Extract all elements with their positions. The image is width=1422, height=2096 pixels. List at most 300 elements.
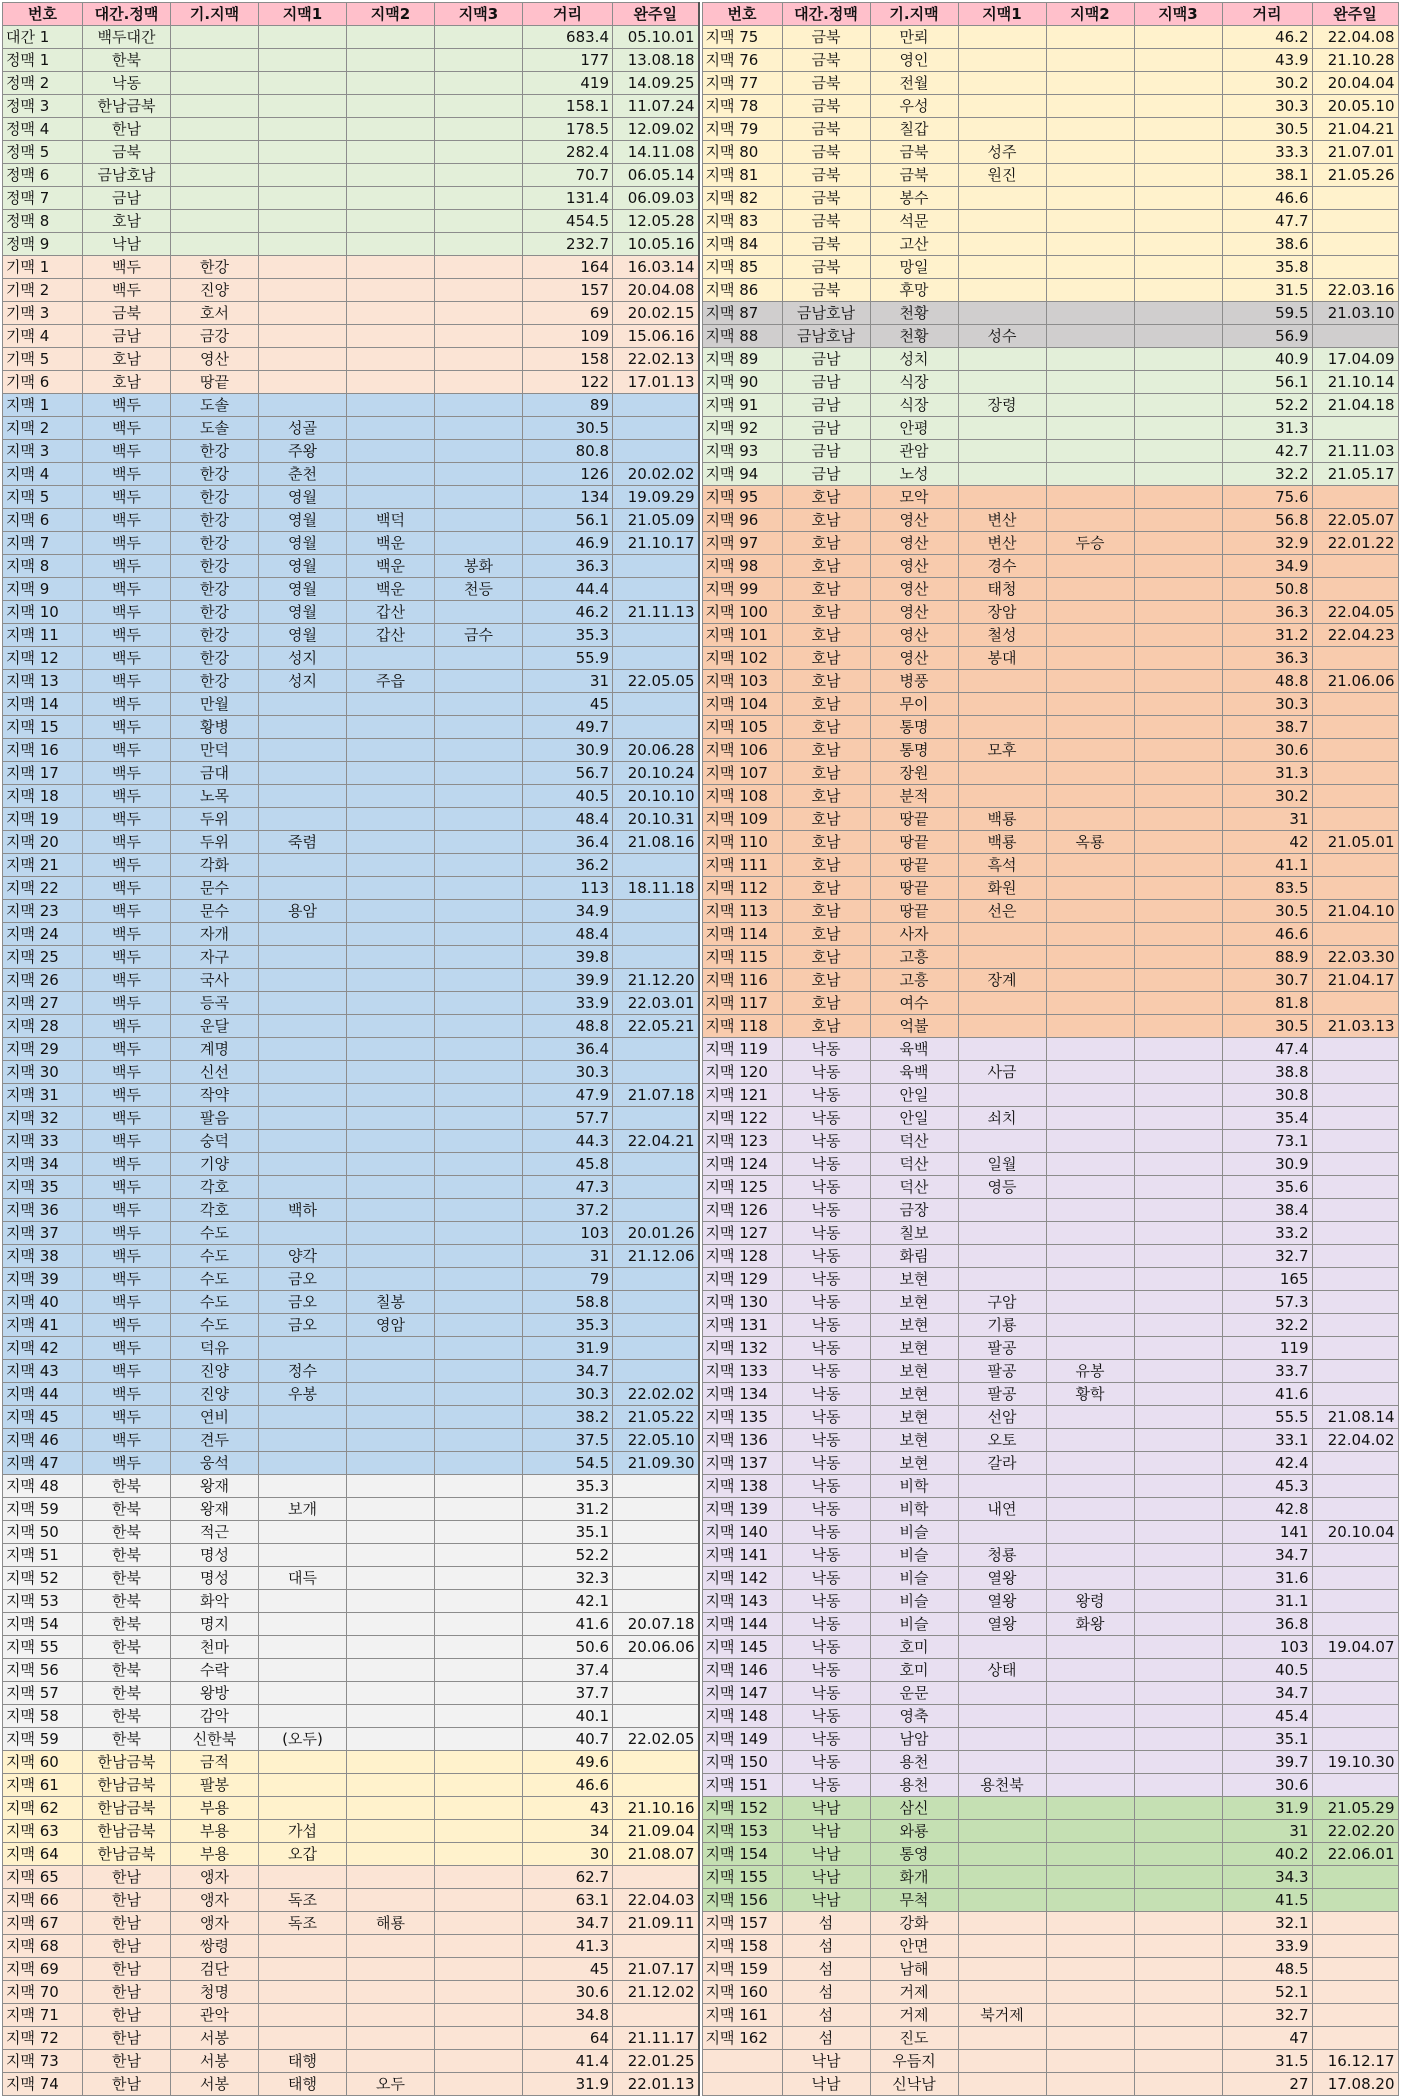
cell-completed[interactable]	[1312, 1199, 1398, 1222]
cell-branch[interactable]: 서봉	[171, 2050, 259, 2073]
cell-number[interactable]: 지맥 159	[702, 1958, 782, 1981]
cell-sub3[interactable]	[1134, 716, 1222, 739]
cell-range[interactable]: 백두	[83, 739, 171, 762]
cell-completed[interactable]	[1312, 256, 1398, 279]
cell-number[interactable]: 지맥 21	[3, 854, 83, 877]
cell-sub2[interactable]	[347, 440, 435, 463]
cell-sub1[interactable]	[259, 1613, 347, 1636]
cell-distance[interactable]: 31.5	[1222, 279, 1312, 302]
cell-distance[interactable]: 48.8	[523, 1015, 613, 1038]
cell-sub2[interactable]	[1046, 1751, 1134, 1774]
cell-sub3[interactable]	[435, 601, 523, 624]
cell-sub2[interactable]	[1046, 854, 1134, 877]
cell-range[interactable]: 낙동	[782, 1429, 870, 1452]
cell-range[interactable]: 금북	[782, 72, 870, 95]
cell-sub2[interactable]	[347, 1084, 435, 1107]
cell-branch[interactable]: 강화	[870, 1912, 958, 1935]
cell-sub3[interactable]	[435, 1475, 523, 1498]
cell-number[interactable]: 지맥 10	[3, 601, 83, 624]
cell-sub1[interactable]: 상태	[958, 1659, 1046, 1682]
cell-sub2[interactable]	[1046, 808, 1134, 831]
cell-branch[interactable]: 등곡	[171, 992, 259, 1015]
cell-completed[interactable]: 22.04.05	[1312, 601, 1398, 624]
cell-completed[interactable]: 21.07.18	[613, 1084, 699, 1107]
cell-completed[interactable]: 21.11.13	[613, 601, 699, 624]
cell-sub1[interactable]: 성수	[958, 325, 1046, 348]
cell-branch[interactable]: 후망	[870, 279, 958, 302]
cell-sub2[interactable]: 왕령	[1046, 1590, 1134, 1613]
cell-sub1[interactable]	[958, 118, 1046, 141]
cell-range[interactable]: 백두	[83, 1383, 171, 1406]
cell-sub1[interactable]	[958, 1222, 1046, 1245]
cell-completed[interactable]	[613, 1935, 699, 1958]
cell-number[interactable]: 지맥 146	[702, 1659, 782, 1682]
cell-sub2[interactable]: 두승	[1046, 532, 1134, 555]
cell-branch[interactable]: 보현	[870, 1291, 958, 1314]
cell-sub2[interactable]	[347, 1498, 435, 1521]
cell-number[interactable]: 지맥 132	[702, 1337, 782, 1360]
cell-sub3[interactable]	[1134, 1889, 1222, 1912]
cell-range[interactable]: 백두	[83, 1337, 171, 1360]
cell-distance[interactable]: 54.5	[523, 1452, 613, 1475]
cell-distance[interactable]: 30	[523, 1843, 613, 1866]
cell-number[interactable]: 정맥 5	[3, 141, 83, 164]
cell-sub3[interactable]	[435, 992, 523, 1015]
cell-number[interactable]: 지맥 5	[3, 486, 83, 509]
cell-number[interactable]: 지맥 4	[3, 463, 83, 486]
cell-number[interactable]: 지맥 40	[3, 1291, 83, 1314]
cell-distance[interactable]: 52.2	[523, 1544, 613, 1567]
cell-number[interactable]: 지맥 111	[702, 854, 782, 877]
cell-sub3[interactable]	[435, 693, 523, 716]
cell-sub3[interactable]	[435, 348, 523, 371]
cell-branch[interactable]: 진양	[171, 1383, 259, 1406]
cell-number[interactable]: 지맥 73	[3, 2050, 83, 2073]
cell-number[interactable]: 지맥 57	[3, 1682, 83, 1705]
cell-completed[interactable]: 20.04.08	[613, 279, 699, 302]
cell-sub2[interactable]	[1046, 302, 1134, 325]
cell-range[interactable]: 백두	[83, 1245, 171, 1268]
cell-branch[interactable]: 자구	[171, 946, 259, 969]
cell-number[interactable]: 지맥 56	[3, 1659, 83, 1682]
cell-range[interactable]: 백두	[83, 1107, 171, 1130]
cell-sub3[interactable]	[1134, 440, 1222, 463]
cell-branch[interactable]: 호미	[870, 1636, 958, 1659]
cell-range[interactable]: 낙동	[782, 1337, 870, 1360]
cell-sub1[interactable]: 정수	[259, 1360, 347, 1383]
cell-range[interactable]: 섬	[782, 1912, 870, 1935]
cell-sub2[interactable]	[347, 1751, 435, 1774]
cell-sub1[interactable]	[958, 95, 1046, 118]
cell-sub2[interactable]: 영암	[347, 1314, 435, 1337]
cell-range[interactable]: 호남	[782, 739, 870, 762]
cell-completed[interactable]	[1312, 2004, 1398, 2027]
cell-branch[interactable]: 검단	[171, 1958, 259, 1981]
cell-completed[interactable]: 22.05.21	[613, 1015, 699, 1038]
cell-distance[interactable]: 31	[523, 670, 613, 693]
cell-range[interactable]: 호남	[782, 992, 870, 1015]
cell-range[interactable]: 금남	[83, 325, 171, 348]
cell-sub3[interactable]	[435, 1682, 523, 1705]
cell-range[interactable]: 한북	[83, 1728, 171, 1751]
cell-range[interactable]: 낙남	[782, 1889, 870, 1912]
cell-branch[interactable]: 수도	[171, 1291, 259, 1314]
cell-sub3[interactable]	[1134, 624, 1222, 647]
cell-distance[interactable]: 35.3	[523, 1475, 613, 1498]
cell-range[interactable]: 낙동	[782, 1567, 870, 1590]
cell-sub2[interactable]	[347, 1613, 435, 1636]
cell-completed[interactable]: 21.12.20	[613, 969, 699, 992]
cell-range[interactable]: 백두	[83, 256, 171, 279]
cell-sub3[interactable]	[435, 2073, 523, 2096]
cell-branch[interactable]: 비슬	[870, 1613, 958, 1636]
cell-sub1[interactable]	[259, 923, 347, 946]
cell-sub3[interactable]	[1134, 1038, 1222, 1061]
cell-number[interactable]: 지맥 131	[702, 1314, 782, 1337]
cell-sub3[interactable]	[435, 1429, 523, 1452]
cell-number[interactable]: 정맥 9	[3, 233, 83, 256]
cell-sub1[interactable]	[259, 1705, 347, 1728]
cell-sub1[interactable]	[958, 210, 1046, 233]
cell-completed[interactable]: 16.12.17	[1312, 2050, 1398, 2073]
header-sub3[interactable]: 지맥3	[435, 3, 523, 26]
cell-branch[interactable]: 땅끝	[171, 371, 259, 394]
cell-sub2[interactable]	[347, 992, 435, 1015]
cell-completed[interactable]	[1312, 762, 1398, 785]
cell-completed[interactable]	[613, 647, 699, 670]
cell-distance[interactable]: 42.1	[523, 1590, 613, 1613]
cell-distance[interactable]: 45	[523, 693, 613, 716]
cell-sub3[interactable]	[1134, 1935, 1222, 1958]
header-sub1[interactable]: 지맥1	[958, 3, 1046, 26]
cell-number[interactable]: 지맥 139	[702, 1498, 782, 1521]
cell-number[interactable]: 지맥 98	[702, 555, 782, 578]
cell-completed[interactable]: 10.05.16	[613, 233, 699, 256]
cell-number[interactable]: 지맥 58	[3, 1705, 83, 1728]
cell-branch[interactable]: 금장	[870, 1199, 958, 1222]
cell-sub1[interactable]	[958, 1889, 1046, 1912]
cell-completed[interactable]	[613, 1498, 699, 1521]
cell-sub2[interactable]	[347, 486, 435, 509]
cell-range[interactable]: 금북	[782, 26, 870, 49]
cell-sub2[interactable]	[1046, 1728, 1134, 1751]
cell-distance[interactable]: 32.7	[1222, 2004, 1312, 2027]
cell-sub3[interactable]	[1134, 1061, 1222, 1084]
cell-number[interactable]	[702, 2050, 782, 2073]
cell-sub2[interactable]	[347, 2027, 435, 2050]
cell-sub2[interactable]	[347, 1337, 435, 1360]
cell-number[interactable]: 지맥 116	[702, 969, 782, 992]
cell-range[interactable]: 낙동	[782, 1475, 870, 1498]
cell-sub2[interactable]	[347, 72, 435, 95]
cell-completed[interactable]: 21.05.09	[613, 509, 699, 532]
cell-branch[interactable]: 우성	[870, 95, 958, 118]
cell-sub1[interactable]: 북거제	[958, 2004, 1046, 2027]
cell-number[interactable]: 지맥 75	[702, 26, 782, 49]
cell-sub1[interactable]	[958, 371, 1046, 394]
cell-number[interactable]: 지맥 91	[702, 394, 782, 417]
cell-distance[interactable]: 56.1	[1222, 371, 1312, 394]
cell-number[interactable]: 지맥 115	[702, 946, 782, 969]
cell-range[interactable]: 호남	[782, 946, 870, 969]
cell-completed[interactable]: 21.12.02	[613, 1981, 699, 2004]
cell-number[interactable]: 지맥 149	[702, 1728, 782, 1751]
cell-number[interactable]: 지맥 158	[702, 1935, 782, 1958]
cell-sub3[interactable]	[1134, 1084, 1222, 1107]
cell-sub3[interactable]	[435, 1912, 523, 1935]
cell-number[interactable]: 기맥 2	[3, 279, 83, 302]
cell-sub3[interactable]	[435, 1797, 523, 1820]
cell-branch[interactable]: 화림	[870, 1245, 958, 1268]
cell-sub1[interactable]	[259, 302, 347, 325]
cell-sub3[interactable]	[1134, 164, 1222, 187]
cell-sub1[interactable]	[259, 1797, 347, 1820]
cell-sub3[interactable]	[435, 1981, 523, 2004]
cell-sub1[interactable]: 영월	[259, 555, 347, 578]
cell-sub1[interactable]	[958, 1843, 1046, 1866]
cell-range[interactable]: 섬	[782, 1958, 870, 1981]
cell-branch[interactable]: 쌍령	[171, 1935, 259, 1958]
cell-branch[interactable]: 명지	[171, 1613, 259, 1636]
cell-number[interactable]: 지맥 142	[702, 1567, 782, 1590]
cell-sub2[interactable]	[1046, 1889, 1134, 1912]
cell-number[interactable]: 지맥 70	[3, 1981, 83, 2004]
cell-sub3[interactable]	[435, 118, 523, 141]
cell-branch[interactable]: 안일	[870, 1107, 958, 1130]
cell-number[interactable]: 지맥 125	[702, 1176, 782, 1199]
cell-range[interactable]: 백두	[83, 624, 171, 647]
cell-branch[interactable]: 왕재	[171, 1498, 259, 1521]
cell-sub1[interactable]: 기룡	[958, 1314, 1046, 1337]
cell-number[interactable]: 지맥 2	[3, 417, 83, 440]
cell-sub2[interactable]	[1046, 900, 1134, 923]
cell-number[interactable]: 지맥 19	[3, 808, 83, 831]
cell-range[interactable]: 낙동	[782, 1360, 870, 1383]
cell-completed[interactable]: 21.03.10	[1312, 302, 1398, 325]
cell-sub2[interactable]	[1046, 1912, 1134, 1935]
cell-distance[interactable]: 40.9	[1222, 348, 1312, 371]
cell-branch[interactable]: 천황	[870, 325, 958, 348]
cell-number[interactable]: 지맥 65	[3, 1866, 83, 1889]
cell-distance[interactable]: 45	[523, 1958, 613, 1981]
cell-completed[interactable]: 22.02.20	[1312, 1820, 1398, 1843]
cell-completed[interactable]	[1312, 716, 1398, 739]
cell-number[interactable]: 지맥 54	[3, 1613, 83, 1636]
cell-range[interactable]: 금북	[782, 256, 870, 279]
cell-branch[interactable]: 영산	[870, 532, 958, 555]
cell-sub3[interactable]	[435, 210, 523, 233]
cell-sub2[interactable]	[1046, 1199, 1134, 1222]
cell-number[interactable]: 지맥 43	[3, 1360, 83, 1383]
cell-completed[interactable]: 21.09.11	[613, 1912, 699, 1935]
cell-completed[interactable]	[1312, 1567, 1398, 1590]
cell-sub3[interactable]	[1134, 1820, 1222, 1843]
cell-number[interactable]: 지맥 156	[702, 1889, 782, 1912]
cell-sub2[interactable]	[347, 647, 435, 670]
cell-sub3[interactable]	[1134, 141, 1222, 164]
cell-sub3[interactable]	[1134, 1314, 1222, 1337]
cell-distance[interactable]: 56.1	[523, 509, 613, 532]
cell-distance[interactable]: 52.2	[1222, 394, 1312, 417]
cell-sub1[interactable]: 독조	[259, 1912, 347, 1935]
cell-sub1[interactable]	[259, 279, 347, 302]
cell-sub1[interactable]: 구암	[958, 1291, 1046, 1314]
cell-number[interactable]: 지맥 96	[702, 509, 782, 532]
cell-sub1[interactable]: 변산	[958, 532, 1046, 555]
cell-number[interactable]: 기맥 1	[3, 256, 83, 279]
cell-number[interactable]: 지맥 99	[702, 578, 782, 601]
cell-sub3[interactable]	[435, 394, 523, 417]
cell-sub3[interactable]	[1134, 302, 1222, 325]
cell-sub2[interactable]	[1046, 1406, 1134, 1429]
cell-sub3[interactable]	[1134, 1130, 1222, 1153]
cell-completed[interactable]	[613, 1751, 699, 1774]
cell-sub2[interactable]	[347, 417, 435, 440]
cell-sub3[interactable]	[435, 1291, 523, 1314]
cell-sub1[interactable]	[958, 923, 1046, 946]
cell-number[interactable]: 지맥 46	[3, 1429, 83, 1452]
cell-distance[interactable]: 141	[1222, 1521, 1312, 1544]
cell-distance[interactable]: 40.2	[1222, 1843, 1312, 1866]
cell-sub2[interactable]: 칠봉	[347, 1291, 435, 1314]
cell-sub3[interactable]	[435, 1751, 523, 1774]
cell-completed[interactable]	[1312, 2027, 1398, 2050]
cell-completed[interactable]	[1312, 486, 1398, 509]
cell-range[interactable]: 백두	[83, 509, 171, 532]
cell-range[interactable]: 낙동	[782, 1291, 870, 1314]
cell-sub2[interactable]	[347, 2004, 435, 2027]
cell-range[interactable]: 호남	[782, 831, 870, 854]
cell-sub2[interactable]	[1046, 1981, 1134, 2004]
cell-sub2[interactable]	[1046, 1153, 1134, 1176]
cell-completed[interactable]	[1312, 1705, 1398, 1728]
cell-number[interactable]: 지맥 68	[3, 1935, 83, 1958]
cell-range[interactable]: 호남	[782, 808, 870, 831]
cell-sub1[interactable]	[259, 141, 347, 164]
cell-sub3[interactable]	[1134, 1958, 1222, 1981]
cell-branch[interactable]: 식장	[870, 371, 958, 394]
cell-sub1[interactable]	[259, 1337, 347, 1360]
cell-sub1[interactable]	[259, 325, 347, 348]
cell-sub3[interactable]	[1134, 1521, 1222, 1544]
cell-number[interactable]: 정맥 3	[3, 95, 83, 118]
cell-range[interactable]: 금북	[782, 210, 870, 233]
cell-distance[interactable]: 31.9	[523, 2073, 613, 2096]
cell-sub1[interactable]: 원진	[958, 164, 1046, 187]
cell-number[interactable]: 지맥 119	[702, 1038, 782, 1061]
cell-branch[interactable]: 봉수	[870, 187, 958, 210]
cell-sub2[interactable]	[347, 1475, 435, 1498]
cell-branch[interactable]: 영축	[870, 1705, 958, 1728]
cell-branch[interactable]: 문수	[171, 900, 259, 923]
cell-completed[interactable]: 18.11.18	[613, 877, 699, 900]
cell-distance[interactable]: 38.4	[1222, 1199, 1312, 1222]
cell-completed[interactable]	[613, 1659, 699, 1682]
cell-branch[interactable]: 통명	[870, 739, 958, 762]
cell-sub2[interactable]	[1046, 716, 1134, 739]
cell-completed[interactable]	[613, 394, 699, 417]
cell-branch[interactable]: 덕산	[870, 1130, 958, 1153]
cell-range[interactable]: 낙남	[83, 233, 171, 256]
cell-branch[interactable]: 호서	[171, 302, 259, 325]
cell-range[interactable]: 백두	[83, 394, 171, 417]
cell-number[interactable]: 지맥 31	[3, 1084, 83, 1107]
cell-completed[interactable]: 21.11.17	[613, 2027, 699, 2050]
cell-sub1[interactable]	[958, 992, 1046, 1015]
cell-sub3[interactable]	[435, 1222, 523, 1245]
cell-number[interactable]: 지맥 25	[3, 946, 83, 969]
cell-completed[interactable]	[1312, 1337, 1398, 1360]
cell-sub3[interactable]	[1134, 1153, 1222, 1176]
cell-number[interactable]: 지맥 23	[3, 900, 83, 923]
cell-sub3[interactable]	[1134, 762, 1222, 785]
cell-sub3[interactable]	[435, 1360, 523, 1383]
cell-sub2[interactable]	[347, 1659, 435, 1682]
cell-sub3[interactable]	[435, 670, 523, 693]
cell-branch[interactable]: 사자	[870, 923, 958, 946]
cell-sub3[interactable]	[1134, 900, 1222, 923]
cell-range[interactable]: 백두	[83, 1061, 171, 1084]
header-range[interactable]: 대간.정맥	[83, 3, 171, 26]
cell-sub1[interactable]: 청룡	[958, 1544, 1046, 1567]
cell-sub3[interactable]	[1134, 992, 1222, 1015]
cell-distance[interactable]: 46.2	[1222, 26, 1312, 49]
cell-range[interactable]: 낙남	[782, 1843, 870, 1866]
cell-sub2[interactable]	[1046, 1107, 1134, 1130]
cell-branch[interactable]: 안평	[870, 417, 958, 440]
cell-completed[interactable]	[613, 1360, 699, 1383]
cell-completed[interactable]	[1312, 1268, 1398, 1291]
cell-branch[interactable]: 보현	[870, 1337, 958, 1360]
cell-number[interactable]: 지맥 152	[702, 1797, 782, 1820]
cell-completed[interactable]	[1312, 808, 1398, 831]
cell-sub3[interactable]	[1134, 1774, 1222, 1797]
cell-number[interactable]: 지맥 66	[3, 1889, 83, 1912]
cell-sub2[interactable]	[1046, 1015, 1134, 1038]
cell-sub1[interactable]: 화원	[958, 877, 1046, 900]
cell-branch[interactable]: 관악	[171, 2004, 259, 2027]
cell-sub2[interactable]	[1046, 1544, 1134, 1567]
cell-range[interactable]: 한남	[83, 1912, 171, 1935]
cell-distance[interactable]: 33.7	[1222, 1360, 1312, 1383]
cell-distance[interactable]: 32.3	[523, 1567, 613, 1590]
cell-sub2[interactable]	[347, 1222, 435, 1245]
cell-sub1[interactable]: 경수	[958, 555, 1046, 578]
cell-sub3[interactable]	[435, 2050, 523, 2073]
cell-sub2[interactable]	[347, 808, 435, 831]
cell-completed[interactable]	[1312, 1682, 1398, 1705]
cell-sub3[interactable]	[435, 1889, 523, 1912]
cell-sub3[interactable]: 천등	[435, 578, 523, 601]
cell-sub1[interactable]	[958, 417, 1046, 440]
cell-completed[interactable]: 21.08.14	[1312, 1406, 1398, 1429]
cell-completed[interactable]	[613, 1199, 699, 1222]
cell-branch[interactable]	[171, 118, 259, 141]
cell-sub2[interactable]	[347, 256, 435, 279]
cell-completed[interactable]: 06.05.14	[613, 164, 699, 187]
cell-number[interactable]: 지맥 59	[3, 1498, 83, 1521]
cell-range[interactable]: 섬	[782, 2027, 870, 2050]
cell-number[interactable]: 지맥 137	[702, 1452, 782, 1475]
cell-number[interactable]: 지맥 83	[702, 210, 782, 233]
cell-range[interactable]: 한남	[83, 1935, 171, 1958]
cell-completed[interactable]	[1312, 923, 1398, 946]
cell-sub1[interactable]	[259, 1590, 347, 1613]
cell-completed[interactable]	[1312, 1084, 1398, 1107]
cell-branch[interactable]: 여수	[870, 992, 958, 1015]
cell-range[interactable]: 백두	[83, 578, 171, 601]
cell-branch[interactable]: 성치	[870, 348, 958, 371]
